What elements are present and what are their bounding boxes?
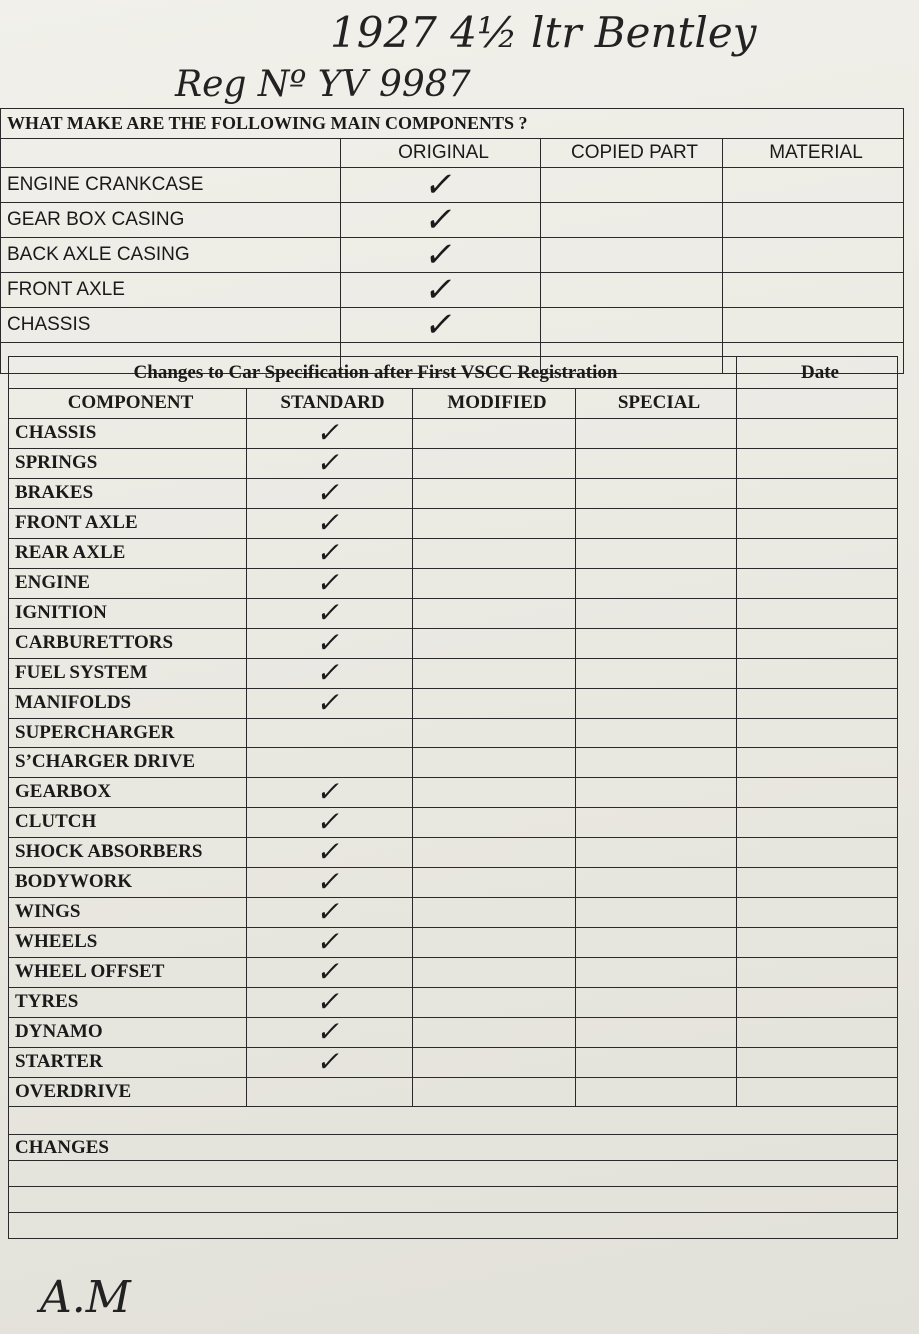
changes-line (9, 1213, 898, 1239)
date-cell (737, 1077, 898, 1107)
tick-mark: ✓ (314, 685, 345, 719)
spec-component-name: SHOCK ABSORBERS (9, 837, 247, 867)
standard-cell (247, 748, 413, 778)
blank-row (9, 1107, 898, 1135)
standard-cell (247, 984, 413, 1018)
tick-mark: ✓ (314, 625, 345, 659)
component-name: CHASSIS (1, 308, 341, 343)
special-cell (576, 568, 737, 598)
special-cell (576, 1017, 737, 1047)
copied-part-cell (541, 308, 723, 343)
standard-cell (247, 1044, 413, 1078)
modified-cell (413, 628, 576, 658)
standard-cell (247, 625, 413, 659)
date-cell (737, 508, 898, 538)
special-cell (576, 1077, 737, 1107)
standard-cell (247, 565, 413, 599)
special-cell (576, 448, 737, 478)
spec-component-name: ENGINE (9, 568, 247, 598)
material-cell (723, 308, 904, 343)
spec-component-name: REAR AXLE (9, 538, 247, 568)
modified-cell (413, 748, 576, 778)
special-cell (576, 718, 737, 748)
standard-cell (247, 445, 413, 479)
date-cell (737, 478, 898, 508)
standard-cell (247, 924, 413, 958)
tick-mark: ✓ (314, 954, 345, 988)
component-name: ENGINE CRANKCASE (1, 168, 341, 203)
special-cell (576, 987, 737, 1017)
changes-label: CHANGES (9, 1135, 898, 1161)
special-cell (576, 688, 737, 718)
material-cell (723, 168, 904, 203)
tick-mark: ✓ (314, 864, 345, 898)
original-cell (341, 200, 541, 240)
date-cell (737, 777, 898, 807)
special-cell (576, 598, 737, 628)
tick-mark: ✓ (314, 475, 345, 509)
blank-header-cell (1, 139, 341, 168)
material-cell (723, 238, 904, 273)
special-cell (576, 927, 737, 957)
modified-cell (413, 448, 576, 478)
special-cell (576, 538, 737, 568)
material-cell (723, 273, 904, 308)
handwritten-title: 1927 4½ ltr Bentley (330, 8, 757, 57)
standard-cell (247, 505, 413, 539)
date-cell (737, 927, 898, 957)
col-date (737, 389, 898, 419)
tick-mark: ✓ (421, 200, 460, 240)
modified-cell (413, 478, 576, 508)
spec-component-name: CARBURETTORS (9, 628, 247, 658)
tick-mark: ✓ (314, 565, 345, 599)
col-component: COMPONENT (9, 389, 247, 419)
modified-cell (413, 658, 576, 688)
spec-component-name: WHEEL OFFSET (9, 957, 247, 987)
modified-cell (413, 718, 576, 748)
date-cell (737, 807, 898, 837)
special-cell (576, 508, 737, 538)
spec-component-name: OVERDRIVE (9, 1077, 247, 1107)
col-material: MATERIAL (723, 139, 904, 168)
col-modified: MODIFIED (413, 389, 576, 419)
tick-mark: ✓ (314, 1044, 345, 1078)
material-cell (723, 203, 904, 238)
date-cell (737, 538, 898, 568)
changes-line (9, 1161, 898, 1187)
tick-mark: ✓ (314, 655, 345, 689)
modified-cell (413, 897, 576, 927)
date-cell (737, 688, 898, 718)
spec-component-name: WHEELS (9, 927, 247, 957)
spec-component-name: MANIFOLDS (9, 688, 247, 718)
copied-part-cell (541, 168, 723, 203)
modified-cell (413, 1017, 576, 1047)
standard-cell (247, 718, 413, 748)
spec-component-name: SUPERCHARGER (9, 718, 247, 748)
special-cell (576, 478, 737, 508)
tick-mark: ✓ (314, 505, 345, 539)
copied-part-cell (541, 238, 723, 273)
date-cell (737, 658, 898, 688)
spec-component-name: TYRES (9, 987, 247, 1017)
date-cell (737, 897, 898, 927)
special-cell (576, 418, 737, 448)
special-cell (576, 748, 737, 778)
tick-mark: ✓ (314, 1014, 345, 1048)
handwritten-registration: Reg Nº YV 9987 (175, 64, 471, 105)
spec-component-name: CHASSIS (9, 418, 247, 448)
modified-cell (413, 538, 576, 568)
tick-mark: ✓ (421, 165, 460, 205)
date-cell (737, 957, 898, 987)
standard-cell (247, 415, 413, 449)
date-cell (737, 837, 898, 867)
spec-component-name: SPRINGS (9, 448, 247, 478)
tick-mark: ✓ (421, 235, 460, 275)
modified-cell (413, 927, 576, 957)
date-cell (737, 867, 898, 897)
standard-cell (247, 595, 413, 629)
tick-mark: ✓ (314, 894, 345, 928)
standard-cell (247, 655, 413, 689)
tick-mark: ✓ (314, 804, 345, 838)
standard-cell (247, 804, 413, 838)
standard-cell (247, 774, 413, 808)
modified-cell (413, 688, 576, 718)
standard-cell (247, 894, 413, 928)
spec-changes-table (8, 356, 898, 1239)
modified-cell (413, 598, 576, 628)
main-components-table (0, 108, 904, 358)
spec-component-name: FUEL SYSTEM (9, 658, 247, 688)
spec-component-name: FRONT AXLE (9, 508, 247, 538)
modified-cell (413, 987, 576, 1017)
standard-cell (247, 834, 413, 868)
date-cell (737, 568, 898, 598)
original-cell (341, 165, 541, 205)
date-cell (737, 718, 898, 748)
date-cell (737, 418, 898, 448)
handwritten-initials: A.M (40, 1272, 131, 1323)
modified-cell (413, 777, 576, 807)
standard-cell (247, 1014, 413, 1048)
standard-cell (247, 535, 413, 569)
date-cell (737, 748, 898, 778)
special-cell (576, 1047, 737, 1077)
component-name: GEAR BOX CASING (1, 203, 341, 238)
spec-component-name: S’CHARGER DRIVE (9, 748, 247, 778)
tick-mark: ✓ (314, 834, 345, 868)
spec-component-name: CLUTCH (9, 807, 247, 837)
special-cell (576, 837, 737, 867)
original-cell (341, 270, 541, 310)
special-cell (576, 957, 737, 987)
spec-component-name: BRAKES (9, 478, 247, 508)
col-copied-part: COPIED PART (541, 139, 723, 168)
main-components-heading: WHAT MAKE ARE THE FOLLOWING MAIN COMPONENTS ? (1, 109, 904, 139)
tick-mark: ✓ (314, 415, 345, 449)
special-cell (576, 628, 737, 658)
tick-mark: ✓ (314, 774, 345, 808)
spec-component-name: STARTER (9, 1047, 247, 1077)
col-original: ORIGINAL (341, 139, 541, 168)
special-cell (576, 867, 737, 897)
component-name: FRONT AXLE (1, 273, 341, 308)
spec-component-name: DYNAMO (9, 1017, 247, 1047)
spec-component-name: WINGS (9, 897, 247, 927)
original-cell (341, 305, 541, 345)
standard-cell (247, 954, 413, 988)
col-special: SPECIAL (576, 389, 737, 419)
modified-cell (413, 418, 576, 448)
tick-mark: ✓ (314, 595, 345, 629)
col-standard: STANDARD (247, 389, 413, 419)
standard-cell (247, 685, 413, 719)
original-cell (341, 235, 541, 275)
tick-mark: ✓ (421, 270, 460, 310)
special-cell (576, 897, 737, 927)
date-cell (737, 1047, 898, 1077)
spec-component-name: BODYWORK (9, 867, 247, 897)
tick-mark: ✓ (314, 535, 345, 569)
tick-mark: ✓ (314, 984, 345, 1018)
component-name: BACK AXLE CASING (1, 238, 341, 273)
standard-cell (247, 864, 413, 898)
date-label: Date (737, 357, 898, 389)
tick-mark: ✓ (314, 445, 345, 479)
date-cell (737, 628, 898, 658)
special-cell (576, 807, 737, 837)
modified-cell (413, 837, 576, 867)
modified-cell (413, 508, 576, 538)
modified-cell (413, 1047, 576, 1077)
special-cell (576, 777, 737, 807)
spec-component-name: IGNITION (9, 598, 247, 628)
copied-part-cell (541, 203, 723, 238)
copied-part-cell (541, 273, 723, 308)
date-cell (737, 987, 898, 1017)
changes-line (9, 1187, 898, 1213)
spec-changes-heading: Changes to Car Specification after First VSCC Registration (9, 357, 737, 389)
standard-cell (247, 1077, 413, 1107)
modified-cell (413, 867, 576, 897)
date-cell (737, 448, 898, 478)
modified-cell (413, 568, 576, 598)
spec-component-name: GEARBOX (9, 777, 247, 807)
date-cell (737, 598, 898, 628)
tick-mark: ✓ (421, 305, 460, 345)
modified-cell (413, 807, 576, 837)
modified-cell (413, 1077, 576, 1107)
modified-cell (413, 957, 576, 987)
standard-cell (247, 475, 413, 509)
special-cell (576, 658, 737, 688)
tick-mark: ✓ (314, 924, 345, 958)
date-cell (737, 1017, 898, 1047)
